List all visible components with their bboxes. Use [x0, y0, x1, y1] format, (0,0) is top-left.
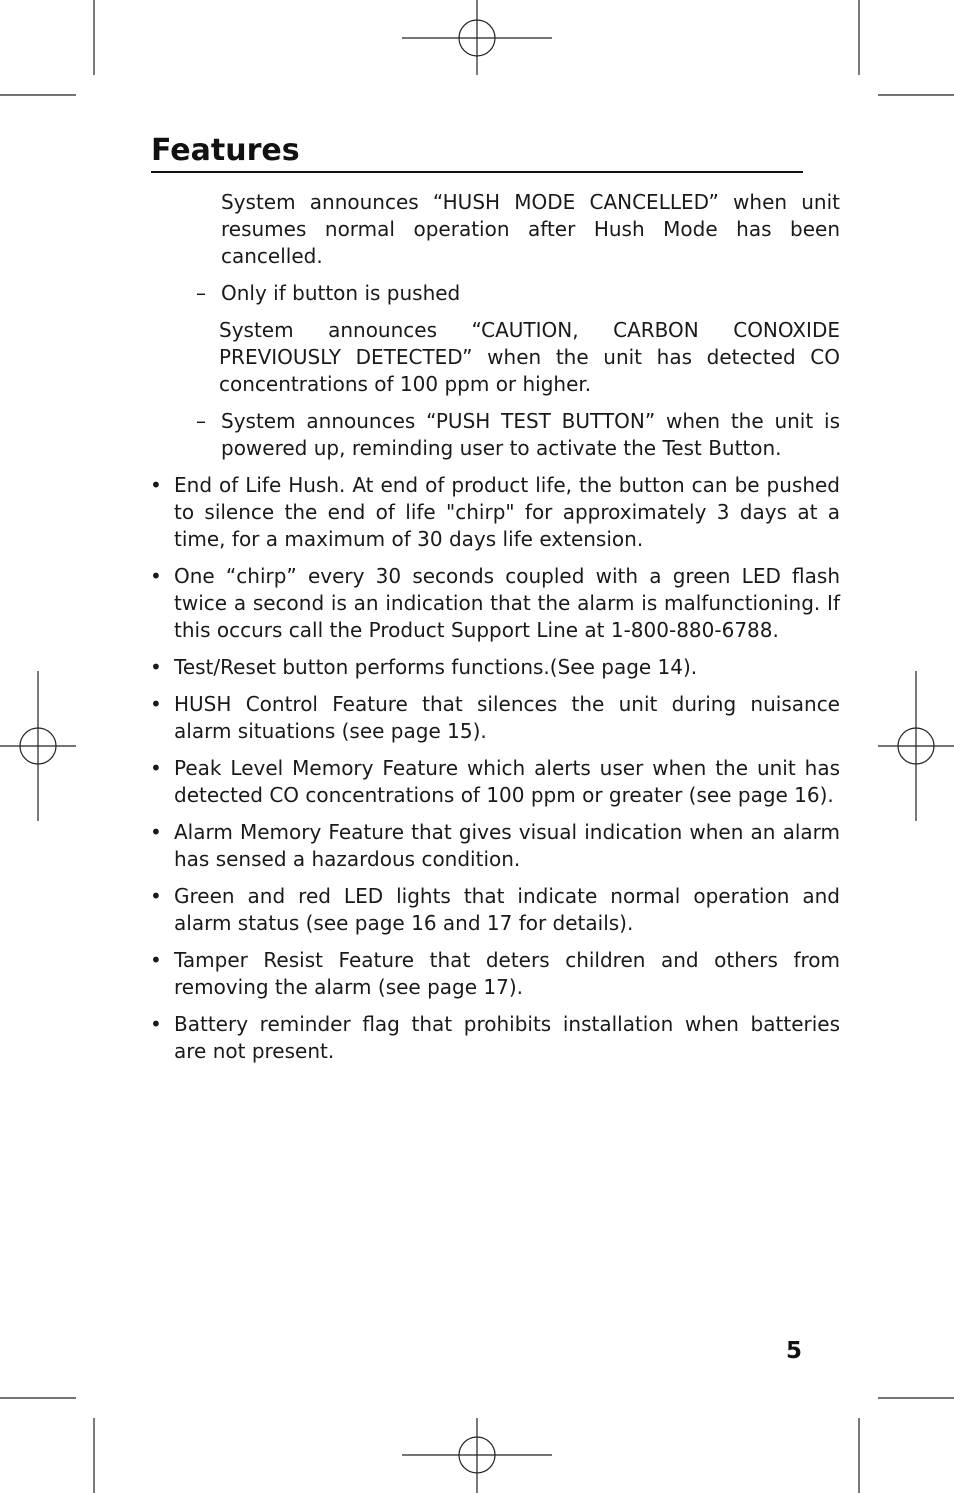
- list-item-text: One “chirp” every 30 seconds coupled with a green LED flash twice a second is an indication that the alarm is malfunctioning. If this occurs call the Product Support Line at 1-800-880-6788.: [174, 564, 840, 642]
- only-if-pushed-item: [196, 280, 840, 307]
- page-number: 5: [785, 1338, 802, 1364]
- bullet-mark: •: [150, 756, 162, 780]
- hush-cancelled-text: System announces “HUSH MODE CANCELLED” when unit resumes normal operation after Hush Mode has been cancelled.: [221, 190, 840, 268]
- list-item: [150, 1011, 840, 1065]
- list-item: [150, 563, 840, 644]
- list-item: [150, 654, 840, 681]
- list-item: [150, 755, 840, 809]
- only-if-pushed-text: Only if button is pushed: [221, 281, 461, 305]
- push-test-text: System announces “PUSH TEST BUTTON” when the unit is powered up, reminding user to activate the Test Button.: [221, 409, 840, 460]
- list-item-text: Test/Reset button performs functions.(See page 14).: [174, 655, 698, 679]
- list-item-text: Battery reminder flag that prohibits installation when batteries are not present.: [174, 1012, 840, 1063]
- list-item-text: HUSH Control Feature that silences the unit during nuisance alarm situations (see page 15).: [174, 692, 840, 743]
- bullet-mark: •: [150, 692, 162, 716]
- section-heading: [151, 131, 803, 173]
- list-item-text: Green and red LED lights that indicate normal operation and alarm status (see page 16 and 17 for details).: [174, 884, 840, 935]
- list-item: [150, 947, 840, 1001]
- bullet-mark: •: [150, 948, 162, 972]
- dash-mark: –: [196, 281, 206, 305]
- bullet-mark: •: [150, 473, 162, 497]
- bullet-mark: •: [150, 820, 162, 844]
- push-test-item: [196, 408, 840, 462]
- list-item-text: End of Life Hush. At end of product life, the button can be pushed to silence the end of life "chirp" for approximately 3 days at a time, for a maximum of 30 days life extension.: [174, 473, 840, 551]
- list-item-text: Alarm Memory Feature that gives visual indication when an alarm has sensed a hazardous condition.: [174, 820, 840, 871]
- bullet-mark: •: [150, 1012, 162, 1036]
- list-item: [150, 472, 840, 553]
- dash-mark: –: [196, 409, 206, 433]
- features-content: [150, 189, 840, 1065]
- bullet-mark: •: [150, 564, 162, 588]
- list-item: [150, 691, 840, 745]
- list-item: [150, 819, 840, 873]
- caution-text: System announces “CAUTION, CARBON CONOXIDE PREVIOUSLY DETECTED” when the unit has detected CO concentrations of 100 ppm or higher.: [219, 318, 840, 396]
- bullet-mark: •: [150, 655, 162, 679]
- list-item-text: Peak Level Memory Feature which alerts user when the unit has detected CO concentrations of 100 ppm or greater (see page 16).: [174, 756, 840, 807]
- bullet-mark: •: [150, 884, 162, 908]
- list-item-text: Tamper Resist Feature that deters children and others from removing the alarm (see page 17).: [174, 948, 840, 999]
- page-title: Features: [151, 133, 300, 168]
- list-item: [150, 883, 840, 937]
